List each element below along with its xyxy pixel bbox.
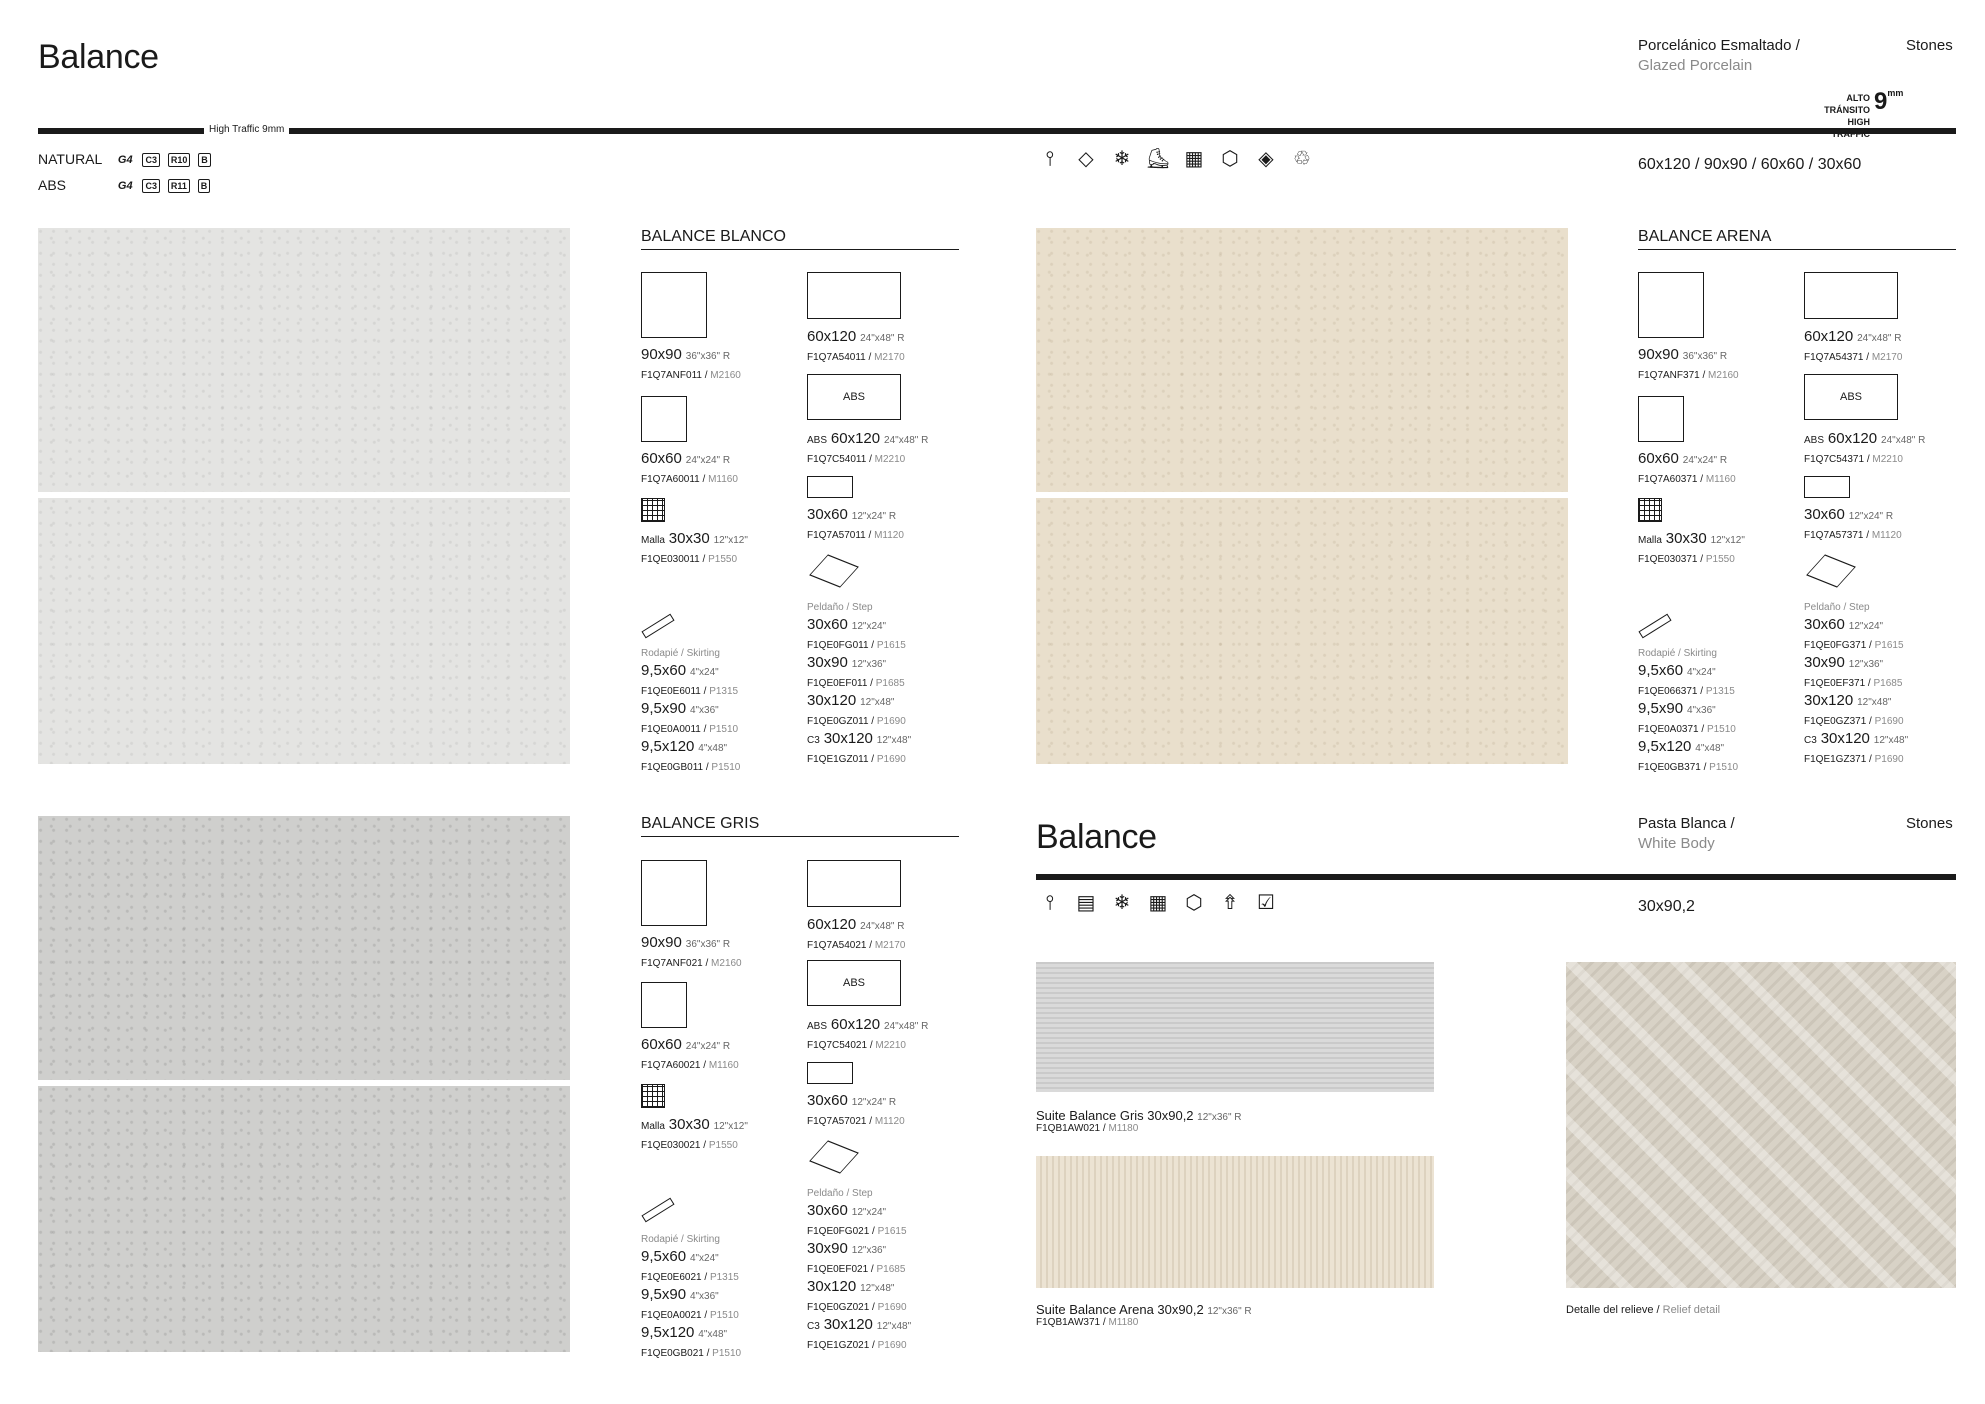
- item-code: F1QE0FG021: [807, 1226, 870, 1237]
- item-code: F1Q7A54021: [807, 940, 867, 951]
- item-ref: P1510: [1709, 762, 1739, 773]
- item-code: F1Q7ANF021: [641, 958, 703, 969]
- traffic-es: ALTO TRÁNSITO: [1824, 93, 1870, 115]
- item-ref: M1160: [1705, 474, 1736, 485]
- item-ref: P1510: [1706, 724, 1736, 735]
- item-code: F1Q7ANF011: [641, 370, 702, 381]
- tile-icon: ◇: [1078, 148, 1094, 170]
- caption-suite-arena: Suite Balance Arena 30x90,2 12"x36" R F1QB1AW371 / M1180: [1036, 1302, 1252, 1328]
- rating-badge: B: [198, 179, 211, 193]
- item-inches: 12"x24" R: [851, 1097, 897, 1108]
- step-icon: [809, 1140, 859, 1173]
- item-category: Rodapié / Skirting: [641, 1234, 720, 1245]
- category-en: Glazed Porcelain: [1638, 57, 1753, 74]
- item-peldano: Peldaño / Step 30x60 12"x24" F1QE0FG011 / P1615 30x90 12"x36" F1QE0EF011 / P1685 30x120 12"x48" F1QE0GZ011 / P1690 C3 30x120 12"x48" F1QE1GZ011 / P1690: [807, 602, 912, 765]
- product-title-gris: BALANCE GRIS: [641, 815, 959, 837]
- photo-suite-arena: [1036, 1156, 1434, 1288]
- item-code: F1Q7A60371: [1638, 474, 1698, 485]
- v-shade-icon: ▦: [1148, 892, 1168, 914]
- swatch-abs: ABS: [807, 960, 901, 1006]
- item-ref: P1510: [711, 762, 741, 773]
- item-inches: 36"x36" R: [685, 939, 731, 950]
- item-ref: P1615: [1874, 640, 1904, 651]
- caption-inches: 12"x36" R: [1207, 1306, 1252, 1317]
- swatch-60x120: [807, 272, 901, 319]
- step-icon: [1806, 554, 1856, 587]
- item-size: 30x90: [807, 1240, 848, 1257]
- item-inches: 24"x48" R: [884, 1021, 929, 1032]
- product-title-blanco: BALANCE BLANCO: [641, 228, 959, 250]
- item-size: 30x60: [1804, 616, 1845, 633]
- item-ref: M2210: [874, 454, 906, 465]
- item-30x60: 30x60 12"x24" R F1Q7A57371 / M1120: [1804, 506, 1902, 541]
- item-inches: 12"x36": [1848, 659, 1884, 670]
- item-code: F1QE0EF011: [807, 678, 868, 689]
- wall-category: [1638, 814, 1735, 854]
- swatch-60x120: [1804, 272, 1898, 319]
- item-size: 60x120: [830, 430, 881, 447]
- item-inches: 12"x48": [1873, 735, 1909, 746]
- v-shade-icon: ▦: [1184, 148, 1204, 170]
- item-code: F1QE066371: [1638, 686, 1698, 697]
- item-size: 60x120: [830, 1016, 881, 1033]
- item-inches: 24"x48" R: [860, 333, 905, 344]
- item-size: 60x120: [807, 916, 857, 933]
- item-inches: 24"x24" R: [685, 1041, 731, 1052]
- item-size: 9,5x90: [1638, 700, 1684, 717]
- item-inches: 12"x48": [860, 1283, 895, 1294]
- caption-relief: [1566, 1304, 1720, 1316]
- brick-icon: ▤: [1076, 892, 1096, 914]
- item-rodapie: Rodapié / Skirting 9,5x60 4"x24" F1QE0E6011 / P1315 9,5x90 4"x36" F1QE0A0011 / P1510 9,5x120 4"x48" F1QE0GB011 / P1510: [641, 648, 741, 773]
- item-ref: P1315: [1705, 686, 1735, 697]
- mesh-icon: [641, 498, 665, 522]
- item-code: F1QE0GZ371: [1804, 716, 1867, 727]
- thickness-icon: ⫯: [1045, 148, 1055, 170]
- rating-g: G4: [117, 154, 133, 167]
- item-size: 60x60: [641, 450, 682, 467]
- item-inches: 24"x24" R: [1682, 455, 1728, 466]
- rule-label: High Traffic 9mm: [204, 124, 289, 136]
- item-inches: 4"x24": [1686, 667, 1716, 678]
- item-code: F1Q7A57021: [807, 1116, 867, 1127]
- item-prefix: C3: [807, 1321, 820, 1332]
- photo-arena-top: [1036, 228, 1568, 492]
- item-prefix: Malla: [641, 1121, 665, 1132]
- item-code: F1QE1GZ021: [807, 1340, 870, 1351]
- mesh-icon: [1638, 498, 1662, 522]
- item-inches: 24"x48" R: [860, 921, 905, 932]
- item-abs: ABS 60x120 24"x48" R F1Q7C54021 / M2210: [807, 1016, 929, 1051]
- item-code: F1QE030371: [1638, 554, 1698, 565]
- page-title: Balance: [38, 38, 159, 76]
- item-ref: P1690: [1874, 754, 1904, 765]
- item-size: 30x120: [1820, 730, 1870, 747]
- item-code: F1Q7A57011: [807, 530, 866, 541]
- item-inches: 12"x48": [860, 697, 895, 708]
- item-size: 30x120: [807, 692, 857, 709]
- item-abs: ABS 60x120 24"x48" R F1Q7C54011 / M2210: [807, 430, 929, 465]
- item-ref: P1690: [876, 716, 906, 727]
- item-size: 30x30: [668, 1116, 710, 1133]
- item-size: 9,5x120: [1638, 738, 1692, 755]
- item-category: Rodapié / Skirting: [1638, 648, 1717, 659]
- item-size: 30x60: [807, 1092, 848, 1109]
- item-ref: P1550: [708, 1140, 738, 1151]
- item-code: F1QE030021: [641, 1140, 701, 1151]
- sizes-wall: 30x90,2: [1638, 898, 1695, 915]
- item-code: F1QE1GZ011: [807, 754, 869, 765]
- caption-ref: M1180: [1108, 1317, 1139, 1328]
- item-ref: P1615: [876, 640, 906, 651]
- item-ref: P1510: [709, 1310, 739, 1321]
- item-size: 30x90: [807, 654, 848, 671]
- item-60x60: 60x60 24"x24" R F1Q7A60371 / M1160: [1638, 450, 1736, 485]
- skirting-icon: [641, 1198, 674, 1223]
- item-inches: 4"x48": [1695, 743, 1725, 754]
- item-ref: P1690: [876, 754, 906, 765]
- item-ref: M1120: [874, 1116, 905, 1127]
- item-code: F1QE0GB011: [641, 762, 704, 773]
- item-code: F1Q7A54011: [807, 352, 866, 363]
- frost-icon: ❄: [1113, 148, 1131, 170]
- item-ref: P1685: [876, 1264, 906, 1275]
- item-size: 9,5x120: [641, 738, 695, 755]
- caption-code: F1QB1AW371: [1036, 1317, 1101, 1328]
- rating-label: NATURAL: [38, 151, 103, 167]
- photo-gris-bottom: [38, 1086, 570, 1352]
- header-rule: [38, 124, 1956, 135]
- product-title-arena: BALANCE ARENA: [1638, 228, 1956, 250]
- item-peldano: Peldaño / Step 30x60 12"x24" F1QE0FG021 / P1615 30x90 12"x36" F1QE0EF021 / P1685 30x120 12"x48" F1QE0GZ021 / P1690 C3 30x120 12"x48" F1QE1GZ021 / P1690: [807, 1188, 912, 1351]
- item-ref: P1685: [875, 678, 905, 689]
- caption-name: Suite Balance Arena 30x90,2: [1036, 1302, 1204, 1317]
- caption-inches: 12"x36" R: [1197, 1112, 1242, 1123]
- item-size: 30x30: [668, 530, 710, 547]
- item-code: F1QE030011: [641, 554, 700, 565]
- item-ref: M1160: [708, 1060, 739, 1071]
- item-code: F1QE0A0371: [1638, 724, 1699, 735]
- item-code: F1Q7C54021: [807, 1040, 868, 1051]
- item-inches: 4"x24": [689, 1253, 719, 1264]
- item-ref: M2170: [1871, 352, 1903, 363]
- item-inches: 12"x12": [713, 535, 748, 546]
- swatch-60x120: [807, 860, 901, 907]
- rating-badge: C3: [142, 153, 160, 167]
- item-inches: 4"x48": [698, 1329, 728, 1340]
- item-ref: M2170: [874, 352, 905, 363]
- item-size: 60x120: [1804, 328, 1854, 345]
- swatch-90x90: [1638, 272, 1704, 338]
- item-inches: 12"x24": [851, 1207, 887, 1218]
- item-code: F1QE0E6021: [641, 1272, 702, 1283]
- item-inches: 12"x12": [713, 1121, 748, 1132]
- item-size: 9,5x60: [1638, 662, 1684, 679]
- item-code: F1QE0GB021: [641, 1348, 704, 1359]
- item-ref: P1690: [877, 1340, 907, 1351]
- item-inches: 4"x36": [689, 705, 719, 716]
- swatch-60x60: [641, 396, 687, 442]
- item-code: F1QE0A0021: [641, 1310, 702, 1321]
- item-inches: 12"x24": [851, 621, 887, 632]
- item-code: F1QE0E6011: [641, 686, 701, 697]
- item-size: 30x30: [1665, 530, 1707, 547]
- item-ref: M2210: [1872, 454, 1903, 465]
- rating-abs: [38, 174, 214, 196]
- rating-badge: B: [198, 153, 211, 167]
- wall-collection: Stones: [1906, 815, 1953, 832]
- item-size: 60x60: [641, 1036, 682, 1053]
- caption-suite-gris: Suite Balance Gris 30x90,2 12"x36" R F1QB1AW021 / M1180: [1036, 1108, 1242, 1134]
- item-size: 9,5x60: [641, 1248, 687, 1265]
- swatch-30x60: [807, 476, 853, 498]
- caption-name: Suite Balance Gris 30x90,2: [1036, 1108, 1194, 1123]
- item-code: F1Q7A60011: [641, 474, 700, 485]
- photo-relief-detail: [1566, 962, 1956, 1288]
- item-30x60: 30x60 12"x24" R F1Q7A57021 / M1120: [807, 1092, 905, 1127]
- traffic-mm-icon: $9^{mm}$: [1874, 88, 1904, 115]
- skirting-icon: [641, 614, 674, 639]
- caption-ref: M1180: [1108, 1123, 1139, 1134]
- wall-icon: ⇮: [1221, 892, 1239, 914]
- item-prefix: Malla: [641, 535, 665, 546]
- traffic-mm: 9: [1874, 88, 1888, 115]
- caption-relief-en: Relief detail: [1662, 1304, 1721, 1316]
- sizes-floor: 60x120 / 90x90 / 60x60 / 30x60: [1638, 156, 1862, 173]
- swatch-60x60: [1638, 396, 1684, 442]
- item-malla: Malla 30x30 12"x12" F1QE030011 / P1550: [641, 530, 748, 565]
- caption-code: F1QB1AW021: [1036, 1123, 1101, 1134]
- swatch-30x60: [1804, 476, 1850, 498]
- item-rodapie: Rodapié / Skirting 9,5x60 4"x24" F1QE0E6021 / P1315 9,5x90 4"x36" F1QE0A0021 / P1510 9,5x120 4"x48" F1QE0GB021 / P1510: [641, 1234, 742, 1359]
- item-size: 30x60: [807, 616, 848, 633]
- item-malla: Malla 30x30 12"x12" F1QE030021 / P1550: [641, 1116, 748, 1151]
- skirting-icon: [1638, 614, 1671, 639]
- item-inches: 24"x48" R: [1881, 435, 1926, 446]
- item-ref: P1510: [712, 1348, 742, 1359]
- item-code: F1QE0GZ011: [807, 716, 869, 727]
- rating-badge: C3: [142, 179, 160, 193]
- item-size: 30x60: [1804, 506, 1845, 523]
- swatch-60x60: [641, 982, 687, 1028]
- item-code: F1QE0GB371: [1638, 762, 1701, 773]
- item-size: 90x90: [641, 346, 682, 363]
- item-inches: 12"x24" R: [1848, 511, 1894, 522]
- item-ref: P1510: [709, 724, 739, 735]
- item-inches: 4"x36": [1686, 705, 1716, 716]
- item-size: 30x120: [1804, 692, 1854, 709]
- item-inches: 24"x48" R: [1857, 333, 1902, 344]
- item-peldano: Peldaño / Step 30x60 12"x24" F1QE0FG371 / P1615 30x90 12"x36" F1QE0EF371 / P1685 30x120 12"x48" F1QE0GZ371 / P1690 C3 30x120 12"x48" F1QE1GZ371 / P1690: [1804, 602, 1909, 765]
- wall-rule: [1036, 874, 1956, 880]
- thickness-icon: ⫯: [1045, 892, 1055, 914]
- item-ref: M2210: [875, 1040, 906, 1051]
- frost-icon: ❄: [1113, 892, 1131, 914]
- item-code: F1Q7A60021: [641, 1060, 701, 1071]
- item-inches: 4"x36": [689, 1291, 719, 1302]
- collection-label: Stones: [1906, 37, 1953, 54]
- item-code: F1QE0A0011: [641, 724, 701, 735]
- item-inches: 12"x24" R: [851, 511, 897, 522]
- item-inches: 12"x48": [876, 735, 912, 746]
- photo-suite-gris: [1036, 962, 1434, 1092]
- item-code: F1Q7A57371: [1804, 530, 1864, 541]
- abrasion-icon: ⛸: [1145, 148, 1171, 170]
- traffic-label: [1808, 92, 1870, 140]
- item-category: Rodapié / Skirting: [641, 648, 720, 659]
- item-inches: 36"x36" R: [685, 351, 731, 362]
- item-ref: P1315: [709, 1272, 739, 1283]
- item-inches: 4"x48": [698, 743, 728, 754]
- item-inches: 12"x48": [1857, 697, 1892, 708]
- item-size: 60x120: [1827, 430, 1878, 447]
- item-ref: P1685: [1873, 678, 1903, 689]
- step-icon: [809, 554, 859, 587]
- item-inches: 12"x36": [851, 1245, 887, 1256]
- traffic-en: HIGH TRAFFIC: [1831, 117, 1870, 139]
- item-ref: M1160: [708, 474, 738, 485]
- photo-gris-top: [38, 816, 570, 1080]
- item-prefix: ABS: [807, 1021, 828, 1032]
- swatch-30x60: [807, 1062, 853, 1084]
- item-size: 9,5x60: [641, 662, 687, 679]
- item-60x60: 60x60 24"x24" R F1Q7A60021 / M1160: [641, 1036, 739, 1071]
- item-ref: P1615: [877, 1226, 907, 1237]
- item-prefix: Malla: [1638, 535, 1662, 546]
- item-code: F1QE0EF371: [1804, 678, 1866, 689]
- swatch-abs: ABS: [1804, 374, 1898, 420]
- item-size: 90x90: [1638, 346, 1679, 363]
- item-inches: 12"x48": [876, 1321, 912, 1332]
- category: [1638, 36, 1800, 76]
- item-prefix: C3: [807, 735, 820, 746]
- photo-arena-bottom: [1036, 498, 1568, 764]
- item-category: Peldaño / Step: [1804, 602, 1870, 613]
- item-inches: 24"x48" R: [884, 435, 929, 446]
- item-ref: M1120: [1871, 530, 1902, 541]
- caption-relief-es: Detalle del relieve /: [1566, 1304, 1660, 1316]
- wall-title: Balance: [1036, 818, 1157, 856]
- item-size: 9,5x90: [641, 700, 687, 717]
- item-30x60: 30x60 12"x24" R F1Q7A57011 / M1120: [807, 506, 904, 541]
- swatch-90x90: [641, 272, 707, 338]
- photo-blanco-bottom: [38, 498, 570, 764]
- rectified-icon: ◈: [1258, 148, 1274, 170]
- item-90x90: 90x90 36"x36" R F1Q7ANF371 / M2160: [1638, 346, 1739, 381]
- item-ref: P1315: [709, 686, 739, 697]
- rating-g: G4: [117, 180, 133, 193]
- category-es: Porcelánico Esmaltado /: [1638, 37, 1800, 54]
- item-60x120: 60x120 24"x48" R F1Q7A54371 / M2170: [1804, 328, 1903, 363]
- item-code: F1QE0GZ021: [807, 1302, 870, 1313]
- wall-category-en: White Body: [1638, 835, 1715, 852]
- item-60x60: 60x60 24"x24" R F1Q7A60011 / M1160: [641, 450, 738, 485]
- item-code: F1QE0EF021: [807, 1264, 869, 1275]
- item-inches: 12"x36": [851, 659, 887, 670]
- wall-category-es: Pasta Blanca /: [1638, 815, 1735, 832]
- cleaning-icon: ♲: [1293, 148, 1311, 170]
- item-ref: P1550: [708, 554, 738, 565]
- check-icon: ☑: [1257, 892, 1275, 914]
- item-inches: 24"x24" R: [685, 455, 731, 466]
- item-abs: ABS 60x120 24"x48" R F1Q7C54371 / M2210: [1804, 430, 1926, 465]
- swatch-90x90: [641, 860, 707, 926]
- item-ref: M2170: [874, 940, 906, 951]
- item-rodapie: Rodapié / Skirting 9,5x60 4"x24" F1QE066371 / P1315 9,5x90 4"x36" F1QE0A0371 / P1510 9,5x120 4"x48" F1QE0GB371 / P1510: [1638, 648, 1739, 773]
- rating-badge: R10: [168, 153, 191, 167]
- swatch-abs: ABS: [807, 374, 901, 420]
- item-size: 9,5x120: [641, 1324, 695, 1341]
- item-size: 30x120: [807, 1278, 857, 1295]
- item-size: 30x90: [1804, 654, 1845, 671]
- item-malla: Malla 30x30 12"x12" F1QE030371 / P1550: [1638, 530, 1745, 565]
- item-ref: M1120: [874, 530, 904, 541]
- box-icon: ⬡: [1221, 148, 1239, 170]
- photo-blanco-top: [38, 228, 570, 492]
- item-ref: M2160: [711, 958, 742, 969]
- item-inches: 36"x36" R: [1682, 351, 1728, 362]
- item-code: F1QE1GZ371: [1804, 754, 1867, 765]
- item-ref: M2160: [710, 370, 741, 381]
- item-inches: 4"x24": [689, 667, 719, 678]
- item-code: F1QE0FG371: [1804, 640, 1867, 651]
- item-category: Peldaño / Step: [807, 1188, 873, 1199]
- item-code: F1Q7A54371: [1804, 352, 1864, 363]
- item-size: 30x120: [823, 1316, 873, 1333]
- item-size: 30x60: [807, 1202, 848, 1219]
- rating-badge: R11: [168, 179, 190, 193]
- item-ref: P1550: [1705, 554, 1735, 565]
- item-size: 30x120: [823, 730, 873, 747]
- item-ref: M2160: [1708, 370, 1739, 381]
- item-60x120: 60x120 24"x48" R F1Q7A54021 / M2170: [807, 916, 906, 951]
- box-icon: ⬡: [1185, 892, 1203, 914]
- item-90x90: 90x90 36"x36" R F1Q7ANF021 / M2160: [641, 934, 742, 969]
- item-inches: 12"x12": [1710, 535, 1745, 546]
- item-prefix: C3: [1804, 735, 1817, 746]
- item-60x120: 60x120 24"x48" R F1Q7A54011 / M2170: [807, 328, 905, 363]
- item-inches: 12"x24": [1848, 621, 1884, 632]
- item-code: F1Q7C54011: [807, 454, 867, 465]
- item-ref: P1690: [1874, 716, 1904, 727]
- item-category: Peldaño / Step: [807, 602, 873, 613]
- mesh-icon: [641, 1084, 665, 1108]
- item-size: 60x60: [1638, 450, 1679, 467]
- item-prefix: ABS: [1804, 435, 1825, 446]
- rating-natural: [38, 148, 215, 170]
- item-size: 30x60: [807, 506, 848, 523]
- rating-label: ABS: [38, 177, 67, 193]
- item-90x90: 90x90 36"x36" R F1Q7ANF011 / M2160: [641, 346, 741, 381]
- item-size: 60x120: [807, 328, 857, 345]
- item-ref: P1690: [877, 1302, 907, 1313]
- features-icons-floor: [1036, 146, 1324, 172]
- item-size: 90x90: [641, 934, 682, 951]
- item-code: F1Q7ANF371: [1638, 370, 1700, 381]
- features-icons-wall: [1036, 890, 1288, 916]
- item-prefix: ABS: [807, 435, 828, 446]
- item-code: F1Q7C54371: [1804, 454, 1865, 465]
- item-size: 9,5x90: [641, 1286, 687, 1303]
- item-code: F1QE0FG011: [807, 640, 869, 651]
